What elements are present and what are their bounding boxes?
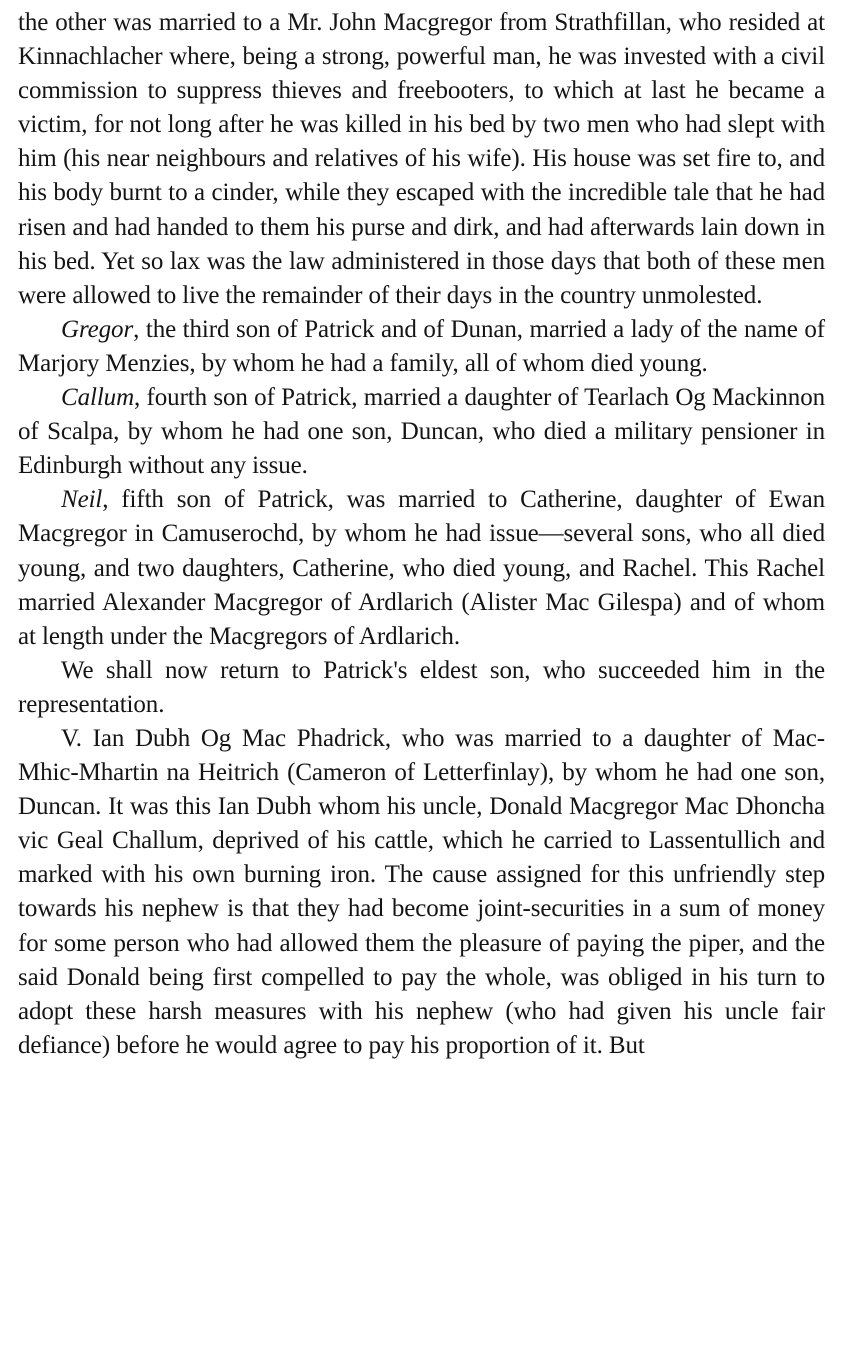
paragraph-text: V. Ian Dubh Og Mac Phadrick, who was married to a daughter of Mac-Mhic-Mhartin na Heitrich (Cameron of Letterfinlay), by whom he had one son, Duncan. It was this Ian Dubh whom his uncle, Donald Macgregor Mac Dhoncha vic Geal Challum, deprived of his cattle, which he carried to Lassentullich and marked with his own burning iron. The cause assigned for this unfriendly step towards his nephew is that they had become joint-securities in a sum of money for some person who had allowed them the pleasure of paying the piper, and the said Donald being first compelled to pay the whole, was obliged in his turn to adopt these harsh measures with his nephew (who had given his uncle fair defiance) before he would agree to pay his proportion of it. But	[18, 724, 825, 1059]
paragraph-text: We shall now return to Patrick's eldest son, who succeeded him in the representation.	[18, 656, 825, 718]
paragraph-callum	[18, 381, 825, 483]
paragraph-ian-dubh-og	[18, 722, 825, 1063]
person-name-italic: Neil	[61, 486, 103, 514]
paragraph-gregor	[18, 313, 825, 381]
person-name-italic: Gregor	[61, 315, 134, 343]
paragraph-text: the other was married to a Mr. John Macgregor from Strathfillan, who resided at Kinnachlacher where, being a strong, powerful man, he was invested with a civil commission to suppress thieves and freebooters, to which at last he became a victim, for not long after he was killed in his bed by two men who had slept with him (his near neighbours and relatives of his wife). His house was set fire to, and his body burnt to a cinder, while they escaped with the incredible tale that he had risen and had handed to them his purse and dirk, and had afterwards lain down in his bed. Yet so lax was the law administered in those days that both of these men were allowed to live the remainder of their days in the country unmolested.	[18, 9, 825, 309]
paragraph-text: , fifth son of Patrick, was married to Catherine, daughter of Ewan Macgregor in Camuserochd, by whom he had issue—several sons, who all died young, and two daughters, Catherine, who died young, and Rachel. This Rachel married Alexander Macgregor of Ardlarich (Alister Mac Gilespa) and of whom at length under the Macgregors of Ardlarich.	[18, 486, 825, 650]
paragraph-return-to-eldest-son	[18, 654, 825, 722]
book-page	[18, 6, 825, 1063]
paragraph-john-macgregor	[18, 6, 825, 313]
paragraph-text: , the third son of Patrick and of Dunan, married a lady of the name of Marjory Menzies, by whom he had a family, all of whom died young.	[18, 315, 825, 377]
paragraph-neil	[18, 483, 825, 653]
person-name-italic: Callum	[61, 384, 135, 412]
paragraph-text: , fourth son of Patrick, married a daughter of Tearlach Og Mackinnon of Scalpa, by whom he had one son, Duncan, who died a military pensioner in Edinburgh without any issue.	[18, 384, 825, 480]
